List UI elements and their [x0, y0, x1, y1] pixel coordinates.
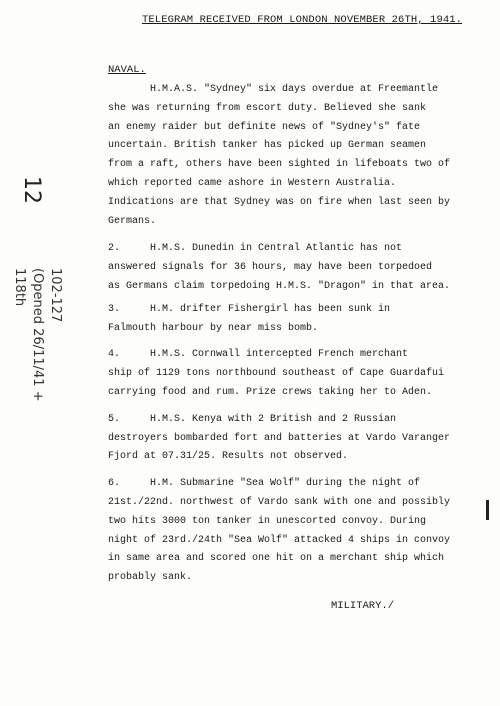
text-line: uncertain. British tanker has picked up German seamen [108, 140, 427, 152]
section-heading: NAVAL. [108, 64, 146, 76]
paragraph-5 [108, 411, 488, 467]
paragraph-2 [108, 240, 488, 296]
text-line: H.M.A.S. "Sydney" six days overdue at Freemantle [150, 84, 439, 95]
text-line: ship of 1129 tons northbound southeast of Cape Guardafui [108, 368, 445, 380]
paragraph-number: 4. [108, 349, 121, 361]
telegram-header: TELEGRAM RECEIVED FROM LONDON NOVEMBER 26TH, 1941. [142, 14, 463, 26]
annotation-line: 118th [12, 268, 27, 307]
text-line: Germans. [108, 215, 157, 227]
paragraph-number: 3. [108, 303, 121, 315]
handwritten-annotation [10, 268, 64, 402]
paragraph-1 [108, 81, 488, 231]
text-line: H.M. drifter Fishergirl has been sunk in [150, 303, 391, 315]
text-line: an enemy raider but definite news of "Sydney's" fate [108, 121, 421, 133]
paragraph-4 [108, 346, 488, 402]
paragraph-6 [108, 475, 488, 588]
text-line: destroyers bombarded fort and batteries at Vardo Varanger [108, 432, 451, 444]
text-line: Fjord at 07.31/25. Results not observed. [108, 451, 349, 463]
text-line: H.M.S. Cornwall intercepted French merchant [150, 349, 409, 361]
annotation-line: (Opened 26/11/41 + [30, 268, 45, 402]
text-line: Indications are that Sydney was on fire when last seen by [108, 196, 451, 208]
telegram-body [108, 81, 488, 588]
text-line: H.M.S. Dunedin in Central Atlantic has not [150, 243, 403, 255]
paragraph-number: 2. [108, 243, 121, 255]
text-line: Falmouth harbour by near miss bomb. [108, 322, 319, 334]
folio-number: 12 [19, 176, 44, 204]
text-line: 21st./22nd. northwest of Vardo sank with one and possibly [108, 496, 451, 508]
text-line: night of 23rd./24th "Sea Wolf" attacked 4 ships in convoy [108, 534, 451, 546]
text-line: probably sank. [108, 572, 193, 584]
text-line: she was returning from escort duty. Believed she sank [108, 102, 427, 114]
paragraph-number: 5. [108, 413, 121, 425]
text-line: H.M.S. Kenya with 2 British and 2 Russian [150, 413, 397, 425]
edge-mark [486, 500, 489, 520]
text-line: from a raft, others have been sighted in lifeboats two of [108, 159, 451, 171]
text-line: carrying food and rum. Prize crews taking her to Aden. [108, 386, 433, 398]
paragraph-number: 6. [108, 478, 121, 490]
text-line: two hits 3000 ton tanker in unescorted convoy. During [108, 515, 427, 527]
text-line: H.M. Submarine "Sea Wolf" during the night of [150, 478, 421, 490]
text-line: which reported came ashore in Western Australia. [108, 177, 397, 189]
signature: MILITARY./ [331, 600, 395, 612]
annotation-line: 102-127 [48, 268, 63, 323]
text-line: as Germans claim torpedoing H.M.S. "Dragon" in that area. [108, 280, 451, 292]
text-line: in same area and scored one hit on a merchant ship which [108, 553, 445, 565]
paragraph-3 [108, 301, 488, 339]
text-line: answered signals for 36 hours, may have been torpedoed [108, 262, 433, 274]
